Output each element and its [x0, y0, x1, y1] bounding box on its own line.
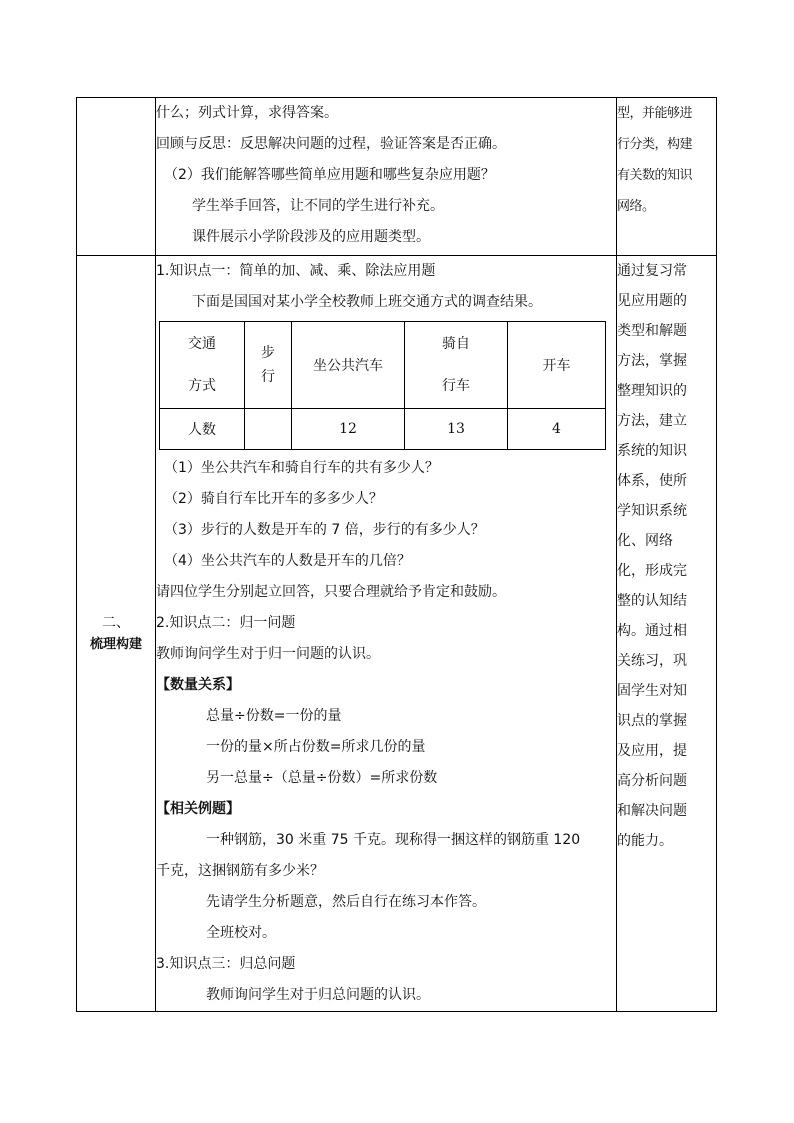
text-line: （2）我们能解答哪些简单应用题和哪些复杂应用题？ — [164, 167, 495, 183]
text-line: 教师询问学生对于归总问题的认识。 — [206, 987, 430, 1003]
text-line: 系统的知识 — [617, 443, 687, 459]
header-bus: 坐公共汽车 — [292, 322, 405, 409]
formula: 总量÷份数=一份的量 — [206, 708, 342, 724]
text-line: 及应用，提 — [617, 743, 687, 759]
text-line: 什么；列式计算，求得答案。 — [156, 105, 338, 121]
header-mode: 交通 方式 — [160, 322, 245, 409]
text-line: 和解决问题 — [617, 803, 687, 819]
text-line: 方法，掌握 — [617, 353, 687, 369]
design-intent-lines — [617, 256, 716, 856]
text-line: 型，并能够进 — [617, 106, 693, 121]
text-line: 行分类，构建 — [617, 137, 693, 152]
header-bike: 骑自 行车 — [405, 322, 508, 409]
text-line: 识点的掌握 — [617, 713, 687, 729]
example-text: 千克，这捆钢筋有多少米？ — [156, 863, 324, 879]
count-car: 4 — [508, 409, 606, 450]
text-line: 全班校对。 — [206, 925, 276, 941]
lesson-row-1 — [77, 98, 717, 256]
text-line: 高分析问题 — [617, 773, 687, 789]
section-cell-empty — [77, 98, 156, 256]
question: （2）骑自行车比开车的多多少人？ — [164, 491, 383, 507]
text-line: 整理知识的 — [617, 383, 687, 399]
text-line: 课件展示小学阶段涉及的应用题类型。 — [192, 229, 430, 245]
text-line: 的能力。 — [617, 833, 673, 849]
example-heading: 【相关例题】 — [156, 801, 240, 817]
section-number: 二、 — [102, 614, 130, 631]
text-line: 学知识系统 — [617, 503, 687, 519]
text-line: 构。通过相 — [617, 623, 687, 639]
count-walk — [245, 409, 292, 450]
formula: 一份的量×所占份数=所求几份的量 — [206, 739, 426, 755]
count-bus: 12 — [292, 409, 405, 450]
question: （4）坐公共汽车的人数是开车的几倍？ — [164, 553, 411, 569]
text-line: 网络。 — [617, 199, 655, 214]
text-line: 通过复习常 — [617, 263, 687, 279]
question: （1）坐公共汽车和骑自行车的共有多少人？ — [164, 460, 439, 476]
example-text: 一种钢筋，30 米重 75 千克。现称得一捆这样的钢筋重 120 — [206, 832, 581, 848]
relation-heading: 【数量关系】 — [156, 677, 240, 693]
text-line: 教师询问学生对于归一问题的认识。 — [156, 646, 380, 662]
text-line: 体系，使所 — [617, 473, 687, 489]
text-line: 固学生对知 — [617, 683, 687, 699]
survey-count-row — [160, 409, 606, 450]
formula: 另一总量÷（总量÷份数）=所求份数 — [206, 770, 438, 786]
design-intent-cell — [617, 256, 717, 1012]
question: （3）步行的人数是开车的 7 倍，步行的有多少人？ — [164, 522, 485, 538]
text-line: 有关数的知识 — [617, 168, 693, 183]
text-line: 化，形成完 — [617, 563, 687, 579]
activity-cell — [156, 98, 617, 256]
text-line: 学生举手回答，让不同的学生进行补充。 — [192, 198, 444, 214]
text-line: 回顾与反思：反思解决问题的过程，验证答案是否正确。 — [156, 136, 506, 152]
knowledge-point-title: 3.知识点三：归总问题 — [156, 956, 296, 972]
text-line: 请四位学生分别起立回答，只要合理就给予肯定和鼓励。 — [156, 584, 506, 600]
lesson-plan-table — [76, 97, 717, 1012]
survey-header-row — [160, 322, 606, 409]
text-line: 先请学生分析题意，然后自行在练习本作答。 — [206, 894, 486, 910]
knowledge-point-title: 1.知识点一：简单的加、减、乘、除法应用题 — [156, 263, 436, 279]
knowledge-point-title: 2.知识点二：归一问题 — [156, 615, 296, 631]
text-line: 类型和解题 — [617, 323, 687, 339]
section-title: 梳理构建 — [89, 636, 142, 652]
header-walk: 步 行 — [245, 322, 292, 409]
text-line: 关练习，巩 — [617, 653, 687, 669]
activity-cell — [156, 256, 617, 1012]
text-line: 整的认知结 — [617, 593, 687, 609]
text-line: 下面是国国对某小学全校教师上班交通方式的调查结果。 — [192, 294, 542, 310]
section-cell — [77, 256, 156, 1012]
survey-table — [159, 321, 606, 450]
design-intent-cell — [617, 98, 717, 256]
lesson-row-2 — [77, 256, 717, 1012]
text-line: 化、网络 — [617, 533, 673, 549]
text-line: 方法，建立 — [617, 413, 687, 429]
row-label: 人数 — [160, 409, 245, 450]
text-line: 见应用题的 — [617, 293, 687, 309]
count-bike: 13 — [405, 409, 508, 450]
header-car: 开车 — [508, 322, 606, 409]
